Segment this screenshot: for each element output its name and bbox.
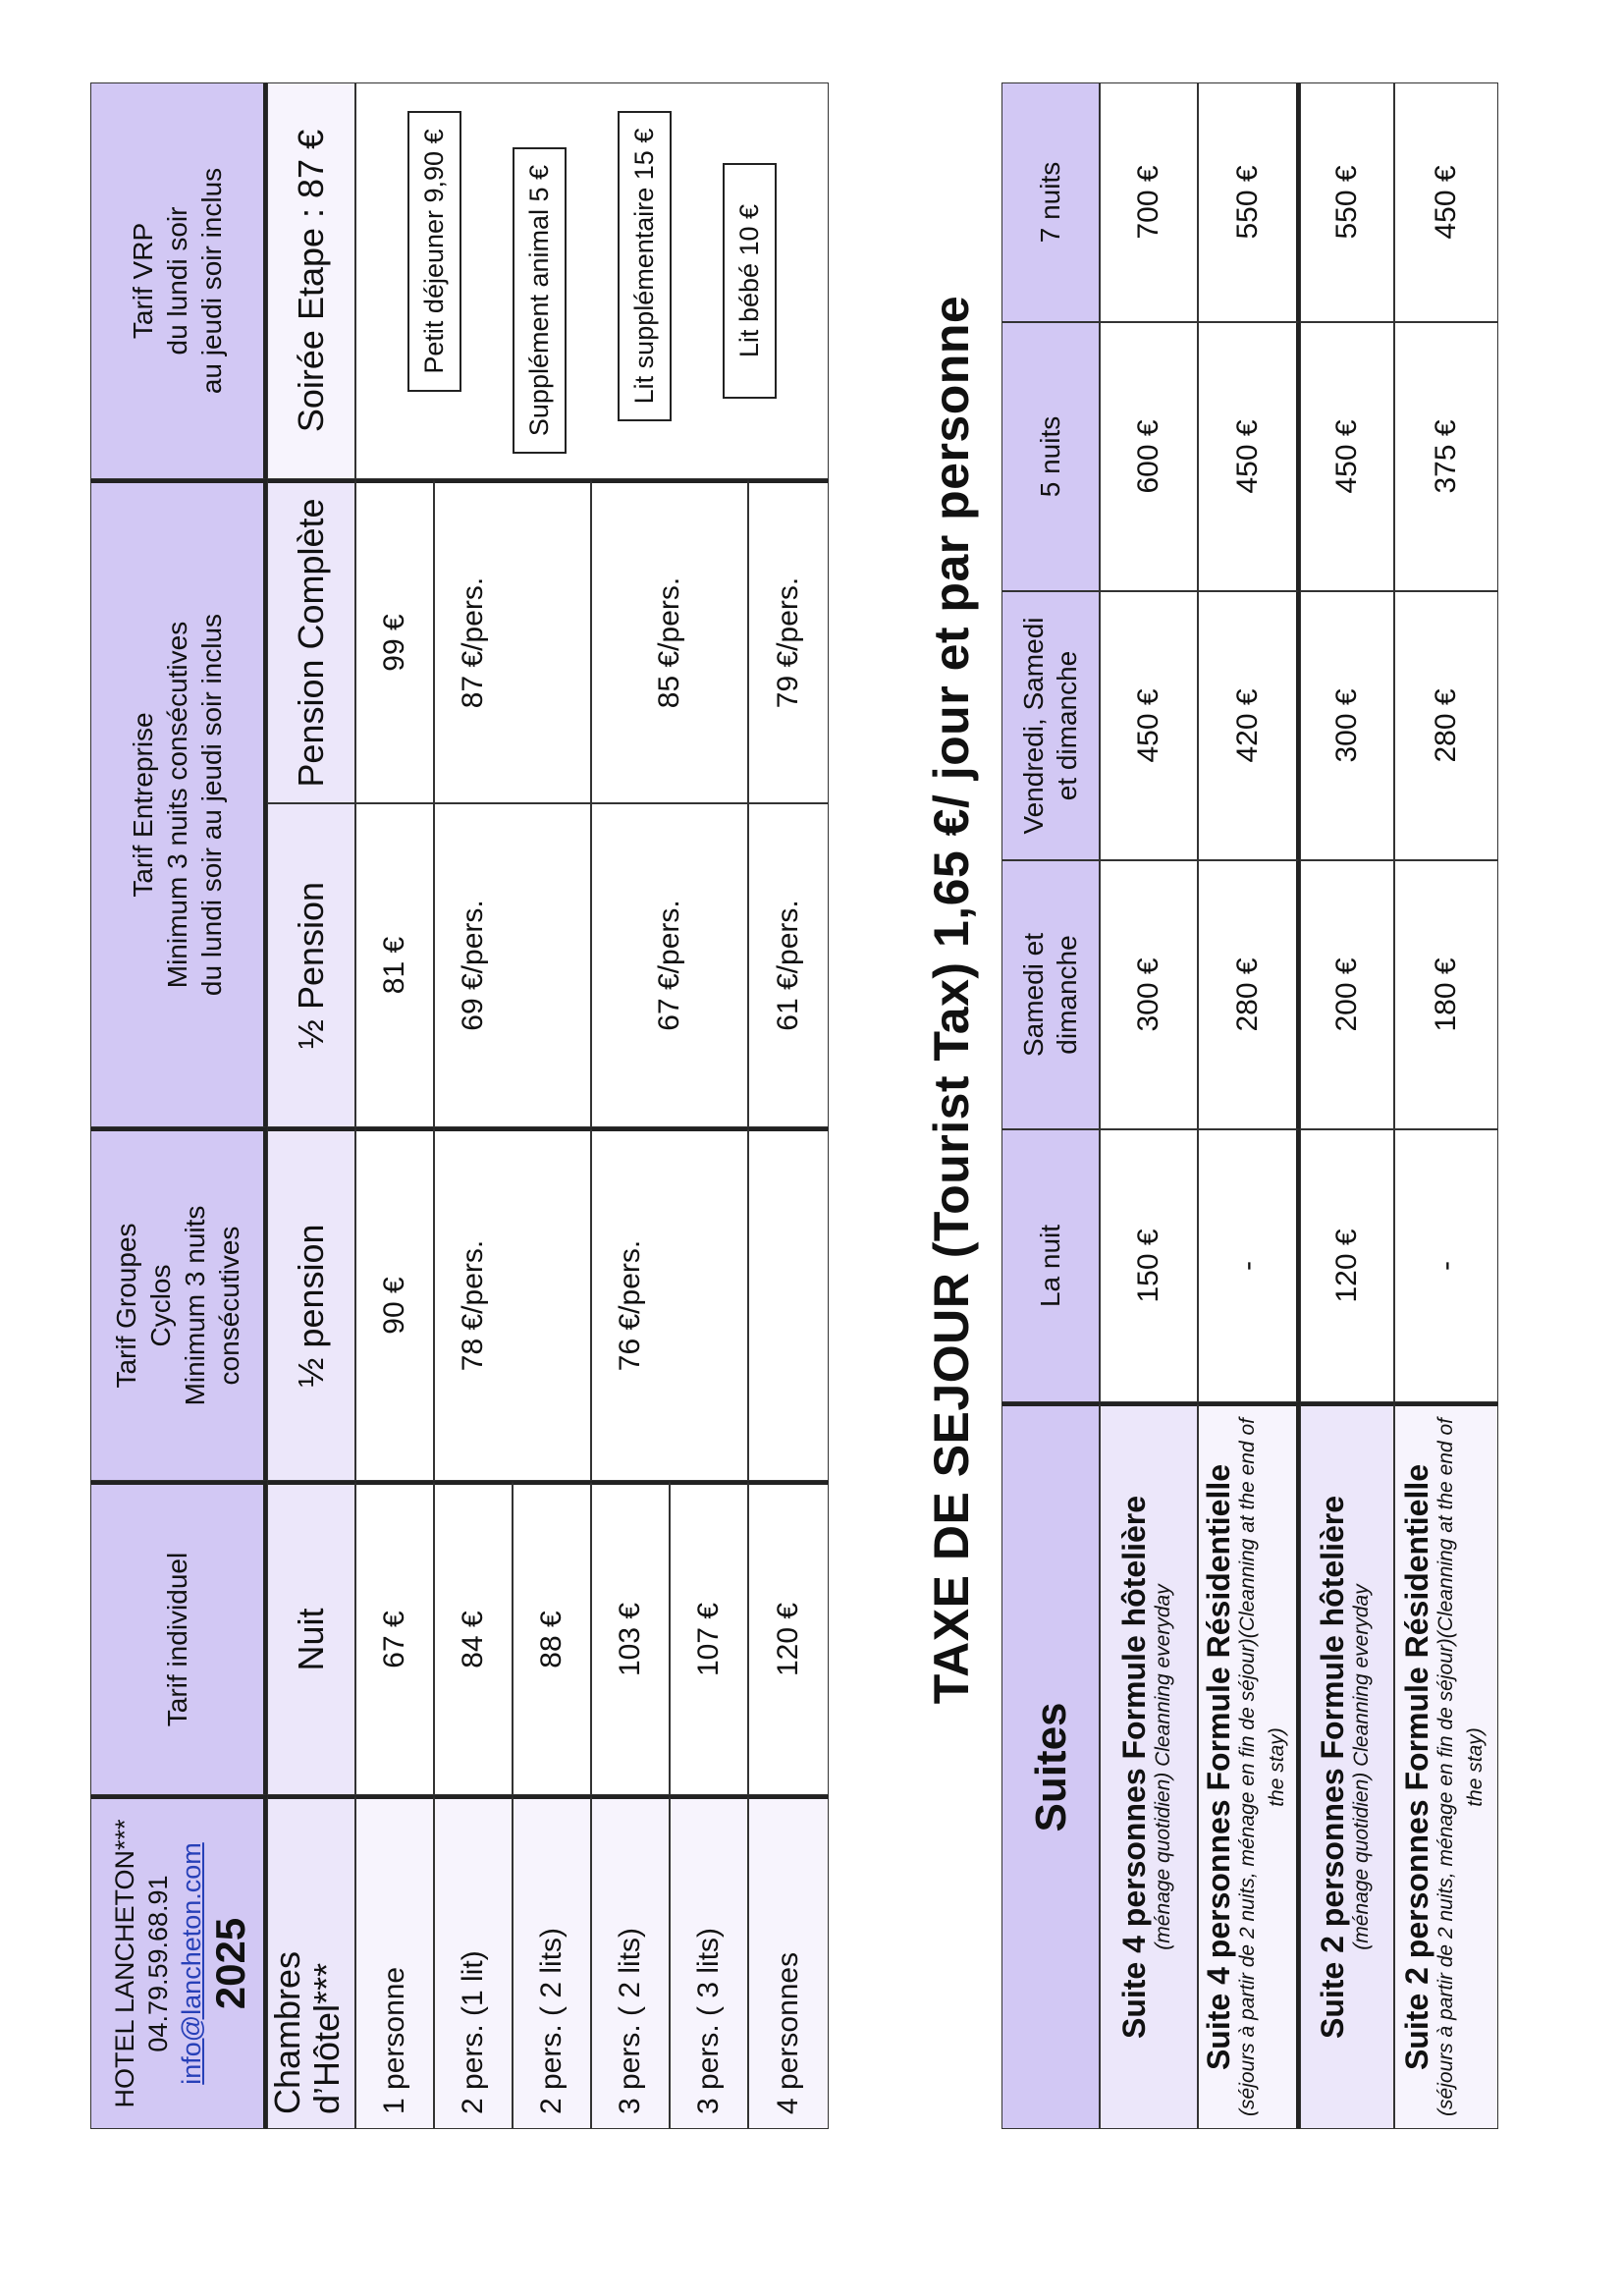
suite-price-value: 300 € — [1330, 688, 1363, 763]
header-vrp-line1: Tarif VRP — [128, 222, 158, 340]
subheader-pension-complete-label: Pension Complète — [291, 498, 331, 788]
suite-price-value: 550 € — [1230, 165, 1264, 240]
suite-price — [1198, 591, 1300, 860]
nuit-price-value: 103 € — [614, 1602, 646, 1677]
nuit-price — [591, 1481, 670, 1795]
groupes-price — [355, 1127, 434, 1481]
extras-panel — [355, 82, 829, 479]
room-label: 4 personnes — [772, 1951, 804, 2114]
suite-note: (séjours à partir de 2 nuits, ménage en fin de séjour)(Cleanning at the end of the stay) — [1434, 1418, 1487, 2116]
nuit-price-value: 120 € — [772, 1602, 804, 1677]
hotel-info-cell — [90, 1795, 267, 2129]
suite-price-value: 450 € — [1330, 419, 1363, 494]
suite-price — [1394, 1129, 1498, 1402]
suite-note: (ménage quotidien) Cleanning everyday — [1152, 1584, 1174, 1950]
groupes-price — [591, 1127, 748, 1481]
header-tarif-individuel — [90, 1481, 267, 1795]
suite-price-value: 375 € — [1430, 419, 1462, 494]
suite-note: (séjours à partir de 2 nuits, ménage en fin de séjour)(Cleanning at the end of the stay) — [1235, 1418, 1288, 2116]
duration-header — [1001, 322, 1100, 591]
suites-table — [1001, 82, 1498, 2129]
suite-price — [1300, 591, 1394, 860]
suite-price-value: 420 € — [1230, 688, 1264, 763]
suite-price — [1300, 82, 1394, 322]
header-tarif-vrp — [90, 82, 267, 479]
nuit-price — [513, 1481, 591, 1795]
room-4-personnes — [748, 1795, 829, 2129]
hotel-phone: 04.79.59.68.91 — [142, 1875, 173, 2052]
groupes-price-value: 78 €/pers. — [457, 1239, 489, 1372]
entreprise-demi-value: 67 €/pers. — [653, 900, 685, 1031]
suite-price — [1100, 82, 1198, 322]
header-groupes-line3: Minimum 3 nuits — [179, 1205, 210, 1406]
entreprise-demi-price — [748, 803, 829, 1127]
nuit-price — [670, 1481, 748, 1795]
suite-row-label — [1198, 1402, 1300, 2129]
entreprise-demi-value: 61 €/pers. — [772, 900, 804, 1031]
subheader-demi-pension-entreprise — [267, 803, 355, 1127]
suite-title: Suite 4 personnes Formule hôtelière — [1116, 1495, 1152, 2040]
suite-price-value: 550 € — [1330, 165, 1363, 240]
entreprise-demi-price — [591, 803, 748, 1127]
subheader-soiree-etape — [267, 82, 355, 479]
entreprise-demi-price — [355, 803, 434, 1127]
room-2-pers-1-lit — [434, 1795, 513, 2129]
nuit-price — [434, 1481, 513, 1795]
suite-row-label — [1100, 1402, 1198, 2129]
suite-row-label — [1300, 1402, 1394, 2129]
extra-petit-dejeuner: Petit déjeuner 9,90 € — [407, 111, 461, 391]
groupes-price-value: 76 €/pers. — [614, 1239, 646, 1372]
suite-price — [1300, 860, 1394, 1129]
suite-price — [1394, 82, 1498, 322]
duration-label: 5 nuits — [1035, 415, 1065, 498]
subheader-demi-pension-groupes-label: ½ pension — [291, 1224, 331, 1388]
header-vrp-line2: du lundi soir — [162, 206, 192, 355]
suite-price-value: - — [1430, 1261, 1462, 1271]
hotel-name: HOTEL LANCHETON*** — [109, 1819, 139, 2108]
suite-price-value: 450 € — [1132, 688, 1164, 763]
subheader-demi-pension-groupes — [267, 1127, 355, 1481]
entreprise-complete-value: 87 €/pers. — [457, 576, 489, 709]
header-groupes-line2: Cyclos — [144, 1264, 176, 1347]
room-label: 3 pers. ( 3 lits) — [692, 1927, 725, 2114]
entreprise-demi-price — [434, 803, 591, 1127]
entreprise-complete-price — [355, 479, 434, 803]
header-entreprise-line1: Tarif Entreprise — [128, 712, 158, 898]
suite-note: (ménage quotidien) Cleanning everyday — [1350, 1584, 1373, 1950]
extra-lit-supplementaire: Lit supplémentaire 15 € — [618, 111, 672, 422]
entreprise-complete-price — [591, 479, 748, 803]
nuit-price-value: 67 € — [378, 1611, 410, 1668]
suite-price-value: 700 € — [1132, 165, 1164, 240]
nuit-price-value: 88 € — [535, 1611, 568, 1668]
duration-label: 7 nuits — [1035, 161, 1065, 244]
hotel-email-link[interactable]: info@lancheton.com — [176, 1842, 206, 2085]
groupes-price-empty — [748, 1127, 829, 1481]
duration-label: Samedi et dimanche — [1018, 932, 1082, 1058]
suite-price — [1394, 322, 1498, 591]
suite-price-value: 280 € — [1230, 957, 1264, 1032]
suites-header — [1001, 1402, 1100, 2129]
duration-header — [1001, 860, 1100, 1129]
suite-price — [1198, 82, 1300, 322]
nuit-price-value: 84 € — [457, 1611, 489, 1668]
suite-price — [1198, 322, 1300, 591]
suite-title: Suite 4 personnes Formule Résidentielle — [1200, 1463, 1236, 2071]
nuit-price-value: 107 € — [692, 1602, 725, 1677]
suite-price-value: 150 € — [1132, 1229, 1164, 1303]
suite-price-value: 200 € — [1330, 957, 1363, 1032]
room-1-personne — [355, 1795, 434, 2129]
header-groupes-line4: consécutives — [213, 1226, 244, 1386]
room-label: 1 personne — [378, 1966, 410, 2114]
header-entreprise-line3: du lundi soir au jeudi soir inclus — [196, 613, 227, 997]
nuit-price — [748, 1481, 829, 1795]
suite-price — [1100, 1129, 1198, 1402]
suite-price-value: 450 € — [1430, 165, 1462, 240]
entreprise-complete-value: 79 €/pers. — [772, 576, 804, 709]
tarif-year: 2025 — [206, 1917, 253, 2010]
subheader-nuit — [267, 1481, 355, 1795]
suites-header-label: Suites — [1026, 1702, 1075, 1832]
subheader-chambres-line2: d’Hôtel*** — [306, 1962, 347, 2114]
subheader-demi-pension-entreprise-label: ½ Pension — [291, 881, 331, 1050]
duration-header — [1001, 82, 1100, 322]
suite-row-label — [1394, 1402, 1498, 2129]
suite-price — [1300, 322, 1394, 591]
suite-price-value: 300 € — [1132, 957, 1164, 1032]
entreprise-complete-price — [434, 479, 591, 803]
suite-price — [1394, 591, 1498, 860]
suite-price-value: 120 € — [1330, 1229, 1363, 1303]
duration-header — [1001, 1129, 1100, 1402]
suite-price — [1300, 1129, 1394, 1402]
duration-label: La nuit — [1035, 1224, 1065, 1308]
suite-price-value: - — [1230, 1261, 1264, 1271]
suite-price-value: 600 € — [1132, 419, 1164, 494]
suite-price — [1100, 591, 1198, 860]
extra-supplement-animal: Supplément animal 5 € — [513, 147, 567, 454]
entreprise-complete-value: 85 €/pers. — [653, 576, 685, 709]
subheader-soiree-etape-label: Soirée Etape : 87 € — [291, 129, 331, 433]
suite-price-value: 180 € — [1430, 957, 1462, 1032]
room-3-pers-3-lits — [670, 1795, 748, 2129]
suite-price — [1198, 1129, 1300, 1402]
header-tarif-individuel-label: Tarif individuel — [162, 1552, 192, 1727]
groupes-price — [434, 1127, 591, 1481]
room-label: 3 pers. ( 2 lits) — [614, 1927, 646, 2114]
header-tarif-groupes — [90, 1127, 267, 1481]
subheader-chambres — [267, 1795, 355, 2129]
header-vrp-line3: au jeudi soir inclus — [196, 167, 227, 395]
header-tarif-entreprise — [90, 479, 267, 1127]
taxe-sejour-title: TAXE DE SEJOUR (Tourist Tax) 1,65 €/ jour et par personne — [924, 295, 979, 1705]
entreprise-complete-value: 99 € — [378, 614, 410, 672]
tarif-table — [90, 82, 829, 2129]
duration-header — [1001, 591, 1100, 860]
header-entreprise-line2: Minimum 3 nuits consécutives — [162, 621, 192, 989]
subheader-nuit-label: Nuit — [291, 1608, 331, 1671]
room-label: 2 pers. ( 2 lits) — [535, 1927, 568, 2114]
suite-price-value: 450 € — [1230, 419, 1264, 494]
entreprise-demi-value: 81 € — [378, 936, 410, 995]
suite-price-value: 280 € — [1430, 688, 1462, 763]
room-label: 2 pers. (1 lit) — [457, 1950, 489, 2114]
subheader-pension-complete — [267, 479, 355, 803]
suite-title: Suite 2 personnes Formule Résidentielle — [1399, 1463, 1434, 2071]
suite-price — [1394, 860, 1498, 1129]
duration-label: Vendredi, Samedi et dimanche — [1018, 617, 1082, 835]
extra-lit-bebe: Lit bébé 10 € — [723, 163, 777, 399]
suite-price — [1100, 860, 1198, 1129]
header-groupes-line1: Tarif Groupes — [110, 1223, 141, 1389]
suite-price — [1100, 322, 1198, 591]
entreprise-demi-value: 69 €/pers. — [457, 900, 489, 1031]
subheader-chambres-line1: Chambres — [267, 1950, 307, 2114]
groupes-price-value: 90 € — [378, 1277, 410, 1335]
suite-price — [1198, 860, 1300, 1129]
entreprise-complete-price — [748, 479, 829, 803]
nuit-price — [355, 1481, 434, 1795]
suite-title: Suite 2 personnes Formule hôtelière — [1315, 1495, 1350, 2040]
room-2-pers-2-lits — [513, 1795, 591, 2129]
room-3-pers-2-lits — [591, 1795, 670, 2129]
